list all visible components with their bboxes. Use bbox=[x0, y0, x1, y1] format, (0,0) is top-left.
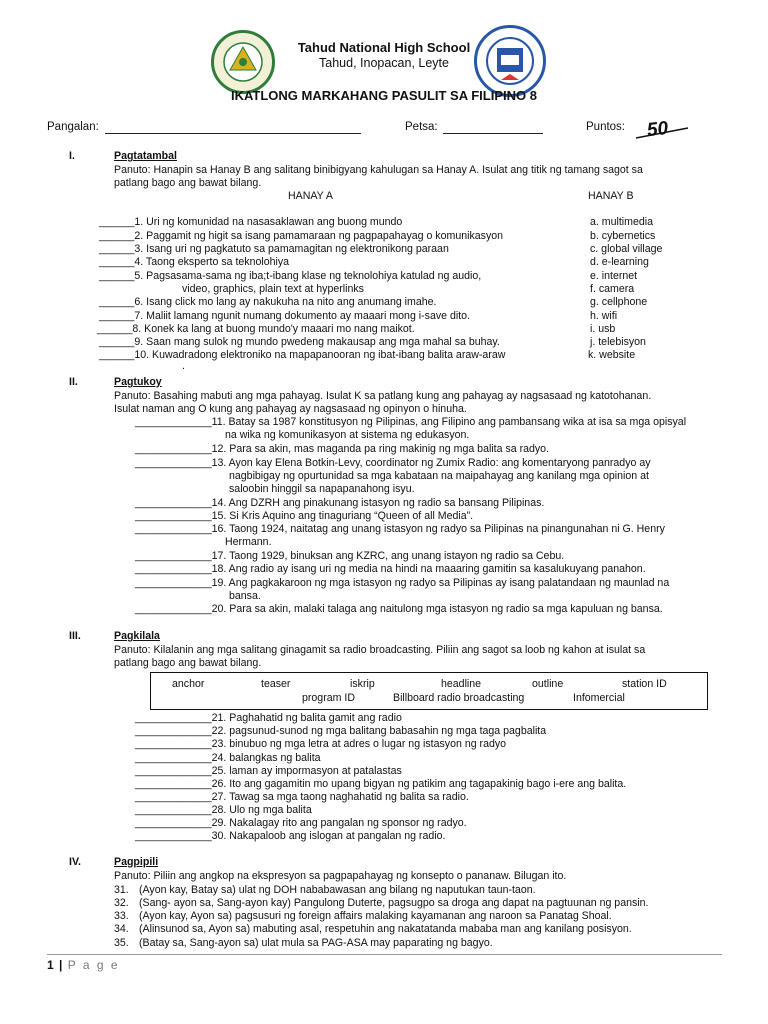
item-2: ______2. Paggamit ng higit sa isang pamamaraan ng pagpapahayag o komunikasyon bbox=[99, 230, 504, 242]
word-outline: outline bbox=[532, 678, 564, 690]
section-4-instruction: Panuto: Piliin ang angkop na ekspresyon sa pagpapahayag ng konsepto o pananaw. Bilugan ito. bbox=[114, 870, 567, 882]
item-11-cont: na wika ng komunikasyon at sistema ng edukasyon. bbox=[225, 429, 470, 441]
puntos-label: Puntos: bbox=[586, 121, 625, 133]
item-5: ______5. Pagsasama-sama ng iba;t-ibang klase ng teknolohiya katulad ng audio, bbox=[99, 270, 482, 282]
section-3-number: III. bbox=[69, 630, 81, 642]
answer-d: d. e-learning bbox=[590, 256, 649, 268]
item-24: _____________24. balangkas ng balita bbox=[135, 752, 321, 764]
item-29: _____________29. Nakalagay rito ang pangalan ng sponsor ng radyo. bbox=[135, 817, 467, 829]
hanay-a-heading: HANAY A bbox=[288, 190, 333, 202]
page-footer bbox=[47, 958, 120, 972]
answer-f: f. camera bbox=[590, 283, 635, 295]
section-2-instruction-cont: Isulat naman ang O kung ang pahayag ay nagsasaad ng opinyon o hinuha. bbox=[114, 403, 467, 415]
item-14: _____________14. Ang DZRH ang pinakunang istasyon ng radio sa bansang Pilipinas. bbox=[135, 497, 545, 509]
word-station-id: station ID bbox=[622, 678, 667, 690]
answer-c: c. global village bbox=[590, 243, 663, 255]
item-7: ______7. Maliit lamang ngunit numang dokumento ay maaari mong i-save dito. bbox=[99, 310, 470, 322]
school-seal bbox=[474, 25, 546, 97]
item-12: _____________12. Para sa akin, mas maganda pa ring makinig ng mga balita sa radyo. bbox=[135, 443, 550, 455]
item-5-cont: video, graphics, plain text at hyperlinks bbox=[182, 283, 364, 295]
item-31: (Ayon kay, Batay sa) ulat ng DOH nababawasan ang bilang ng naputukan taun-taon. bbox=[139, 884, 536, 896]
answer-k: k. website bbox=[588, 349, 636, 361]
item-21: _____________21. Paghahatid ng balita gamit ang radio bbox=[135, 712, 402, 724]
item-6: ______6. Isang click mo lang ay nakukuha na nito ang anumang imahe. bbox=[99, 296, 437, 308]
item-8: ______8. Konek ka lang at buong mundo'y maaari mo nang maikot. bbox=[97, 323, 415, 335]
exam-title: IKATLONG MARKAHANG PASULIT SA FILIPINO 8 bbox=[231, 88, 537, 103]
item-23: _____________23. binubuo ng mga letra at adres o lugar ng istasyon ng radyo bbox=[135, 738, 507, 750]
school-address: Tahud, Inopacan, Leyte bbox=[319, 56, 449, 70]
answer-a: a. multimedia bbox=[590, 216, 653, 228]
item-27: _____________27. Tawag sa mga taong naghahatid ng balita sa radio. bbox=[135, 791, 469, 803]
page-number: 1 bbox=[47, 958, 54, 972]
answer-j: j. telebisyon bbox=[590, 336, 646, 348]
item-10: ______10. Kuwadradong elektroniko na mapapanooran ng ibat-ibang balita araw-araw bbox=[99, 349, 506, 361]
item-18: _____________18. Ang radio ay isang uri ng media na hindi na maaaring gamitin sa kasalukuyang panahon. bbox=[135, 563, 646, 575]
item-32-number: 32. bbox=[114, 897, 129, 909]
item-31-number: 31. bbox=[114, 884, 129, 896]
item-34-number: 34. bbox=[114, 923, 129, 935]
item-4: ______4. Taong eksperto sa teknolohiya bbox=[99, 256, 290, 268]
item-1: ______1. Uri ng komunidad na nasasaklawan ang buong mundo bbox=[99, 216, 403, 228]
item-33: (Ayon kay, Ayon sa) pagsusuri ng foreign affairs malaking kayamanan ang naroon sa Panatag Shoal. bbox=[139, 910, 612, 922]
item-9: ______9. Saan mang sulok ng mundo pwedeng makausap ang mga mahal sa buhay. bbox=[99, 336, 500, 348]
item-13-cont: nagbibigay ng opurtunidad sa mga kabataan na maipahayag ang kanilang mga opinion at bbox=[229, 470, 649, 482]
item-17: _____________17. Taong 1929, binuksan ang KZRC, ang unang istayon ng radio sa Cebu. bbox=[135, 550, 565, 562]
item-19: _____________19. Ang pagkakaroon ng mga istasyon ng radyo sa Pilipinas ay isang palatandaan ng maunlad na bbox=[135, 577, 670, 589]
item-33-number: 33. bbox=[114, 910, 129, 922]
item-19-cont: bansa. bbox=[229, 590, 261, 602]
division-of-leyte-seal bbox=[211, 30, 275, 94]
item-30: _____________30. Nakapaloob ang islogan at pangalan ng radio. bbox=[135, 830, 446, 842]
section-4-number: IV. bbox=[69, 856, 81, 868]
school-name: Tahud National High School bbox=[297, 40, 471, 55]
answer-b: b. cybernetics bbox=[590, 230, 656, 242]
item-3: ______3. Isang uri ng pagkatuto sa pamamagitan ng elektronikong paraan bbox=[99, 243, 449, 255]
word-teaser: teaser bbox=[261, 678, 291, 690]
word-iskrip: iskrip bbox=[350, 678, 375, 690]
score-value: 50 bbox=[645, 117, 670, 142]
section-1-instruction: Panuto: Hanapin sa Hanay B ang salitang binibigyang kahulugan sa Hanay A. Isulat ang titik ng tamang sagot sa bbox=[114, 164, 643, 176]
item-35: (Batay sa, Sang-ayon sa) ulat mula sa PAG-ASA may paparating ng bagyo. bbox=[139, 937, 493, 949]
pangalan-field[interactable] bbox=[105, 133, 361, 134]
section-1-title: Pagtatambal bbox=[114, 150, 177, 162]
answer-i: i. usb bbox=[590, 323, 616, 335]
item-25: _____________25. laman ay impormasyon at patalastas bbox=[135, 765, 402, 777]
section-2-number: II. bbox=[69, 376, 78, 388]
stray-dot: . bbox=[182, 360, 185, 372]
item-13-cont2: saloobin hinggil sa napapanahong isyu. bbox=[229, 483, 415, 495]
word-infomercial: Infomercial bbox=[573, 692, 625, 704]
pangalan-label: Pangalan: bbox=[47, 121, 99, 133]
item-15: _____________15. Si Kris Aquino ang tinaguriang “Queen of all Media”. bbox=[135, 510, 474, 522]
answer-e: e. internet bbox=[590, 270, 638, 282]
section-2-title: Pagtukoy bbox=[114, 376, 162, 388]
section-3-instruction: Panuto: Kilalanin ang mga salitang ginagamit sa radio broadcasting. Piliin ang sagot sa loob ng kahon at isulat sa bbox=[114, 644, 646, 656]
footer-rule bbox=[47, 954, 722, 955]
page-word: P a g e bbox=[67, 958, 120, 972]
item-26: _____________26. Ito ang gagamitin mo upang bigyan ng patikim ang tagapakinig bago i-ere ang balita. bbox=[135, 778, 627, 790]
section-1-instruction-cont: patlang bago ang bawat bilang. bbox=[114, 177, 262, 189]
section-2-instruction: Panuto: Basahing mabuti ang mga pahayag. Isulat K sa patlang kung ang pahayag ay nagsasaad ng katotohanan. bbox=[114, 390, 652, 402]
item-32: (Sang- ayon sa, Sang-ayon kay) Pangulong Duterte, pagsugpo sa droga ang dapat na pagtuunan ng pansin. bbox=[139, 897, 649, 909]
section-3-instruction-cont: patlang bago ang bawat bilang. bbox=[114, 657, 262, 669]
item-28: _____________28. Ulo ng mga balita bbox=[135, 804, 312, 816]
word-billboard: Billboard radio broadcasting bbox=[393, 692, 525, 704]
item-22: _____________22. pagsunud-sunod ng mga balitang babasahin ng mga taga pagbalita bbox=[135, 725, 547, 737]
section-4-title: Pagpipili bbox=[114, 856, 159, 868]
item-20: _____________20. Para sa akin, malaki talaga ang naitulong mga istasyon ng radio sa mga kapuluan ng bansa. bbox=[135, 603, 663, 615]
item-16: _____________16. Taong 1924, naitatag ang unang istasyon ng radyo sa Pilipinas na pinangunahan ni G. Henry bbox=[135, 523, 665, 535]
item-35-number: 35. bbox=[114, 937, 129, 949]
word-program-id: program ID bbox=[302, 692, 355, 704]
petsa-label: Petsa: bbox=[405, 121, 438, 133]
word-headline: headline bbox=[441, 678, 482, 690]
item-13: _____________13. Ayon kay Elena Botkin-Levy, coordinator ng Zumix Radio: ang komentaryong panradyo ay bbox=[135, 457, 651, 469]
page-separator: | bbox=[59, 958, 63, 972]
item-34: (Alinsunod sa, Ayon sa) mabuting asal, respetuhin ang nakatatanda mababa man ang kanilang posisyon. bbox=[139, 923, 632, 935]
petsa-field[interactable] bbox=[443, 133, 543, 134]
hanay-b-heading: HANAY B bbox=[588, 190, 634, 202]
section-3-title: Pagkilala bbox=[114, 630, 160, 642]
item-16-cont: Hermann. bbox=[225, 536, 272, 548]
answer-h: h. wifi bbox=[590, 310, 618, 322]
section-1-number: I. bbox=[69, 150, 75, 162]
word-anchor: anchor bbox=[172, 678, 205, 690]
answer-g: g. cellphone bbox=[590, 296, 648, 308]
item-11: _____________11. Batay sa 1987 konstitusyon ng Pilipinas, ang Filipino ang pambansang wika at isa sa mga opisyal bbox=[135, 416, 687, 428]
